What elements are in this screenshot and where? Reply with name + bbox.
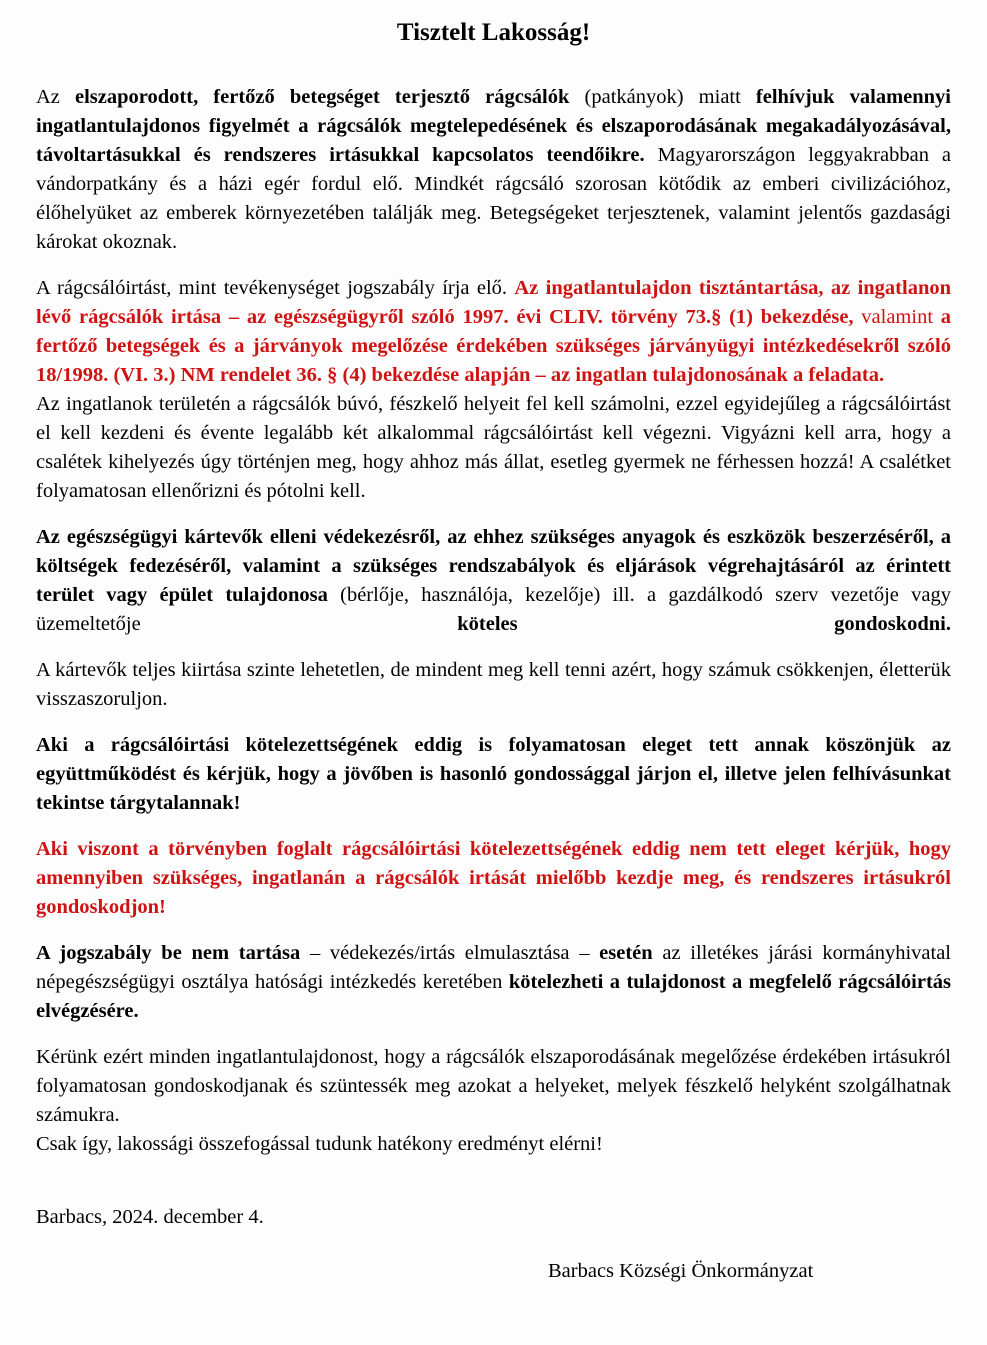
text-run-bold: felhívjuk valamennyi ingatlantulajdonos figyelmét a rágcsálók megtelepedésének és elszaporodásának megakadályozásával, távoltartásukkal és rendszeres irtásukkal kapcsolatos teendőikre. (36, 86, 951, 166)
signature-line: Barbacs Községi Önkormányzat (548, 1260, 814, 1282)
paragraph-responsibility (36, 523, 951, 639)
text-run-normal: Magyarországon leggyakrabban a vándorpatkány és a házi egér fordul elő. Mindkét rágcsáló szorosan kötődik az emberi civilizációhoz, élőhelyüket az emberek környezetében találják meg. Betegségeket terjesztenek, valamint jelentős gazdasági károkat okoznak. (36, 144, 951, 253)
text-run-bold: köteles gondoskodni. (457, 613, 951, 635)
text-run-normal: (bérlője, használója, kezelője) ill. a gazdálkodó szerv vezetője vagy üzemeltetője (36, 584, 951, 635)
text-run-normal: A kártevők teljes kiirtása szinte lehetetlen, de mindent meg kell tenni azért, hogy számuk csökkenjen, életterük visszaszoruljon. (36, 659, 951, 710)
text-run-normal: A rágcsálóirtást, mint tevékenységet jogszabály írja elő. (36, 277, 515, 299)
text-run-bold: kötelezheti a tulajdonost a megfelelő rágcsálóirtás elvégzésére. (36, 971, 951, 1022)
paragraph-legal-basis (36, 274, 951, 506)
text-run-bold: Aki a rágcsálóirtási kötelezettségének eddig is folyamatosan eleget tett annak köszönjük az együttműködést és kérjük, hogy a jövőben is hasonló gondossággal járjon el, illetve jelen felhívásunkat tekintse tárgytalannak! (36, 734, 951, 814)
paragraph-closing-request (36, 1043, 951, 1159)
text-run-red-bold: a fertőző betegségek és a járványok megelőzése érdekében szükséges járványügyi intézkedésekről szóló 18/1998. (VI. 3.) NM rendelet 36. § (4) bekezdése alapján – az ingatlan tulajdonosának a feladata. (36, 306, 951, 386)
text-run-red-bold: Az ingatlantulajdon tisztántartása, az ingatlanon lévő rágcsálók irtása – az egészségügyről szóló 1997. évi CLIV. törvény 73.§ (1) bekezdése, (36, 277, 951, 328)
text-run-normal: (patkányok) miatt (569, 86, 756, 108)
text-run-normal: az illetékes járási kormányhivatal népegészségügyi osztálya hatósági intézkedés keretében (36, 942, 951, 993)
text-run-red: valamint (861, 306, 941, 328)
text-run-normal: Az ingatlanok területén a rágcsálók búvó, fészkelő helyeit fel kell számolni, ezzel egyidejűleg a rágcsálóirtást el kell kezdeni és évente legalább két alkalommal rágcsálóirtást kell végezni. Vigyázni kell arra, hogy a csalétek kihelyezés úgy történjen meg, hogy ahhoz más állat, esetleg gyermek ne férhessen hozzá! A csalétket folyamatosan ellenőrizni és pótolni kell. (36, 393, 951, 502)
text-run-normal: – védekezés/irtás elmulasztása – (300, 942, 600, 964)
paragraph-consequence (36, 939, 951, 1026)
text-run-bold: Az egészségügyi kártevők elleni védekezésről, az ehhez szükséges anyagok és eszközök beszerzéséről, a költségek fedezéséről, valamint a szükséges rendszabályok és eljárások végrehajtásáról az érintett terület vagy épület tulajdonosa (36, 526, 951, 606)
text-run-bold: esetén (599, 942, 653, 964)
paragraph-thanks (36, 731, 951, 818)
text-run-normal: Az (36, 86, 76, 108)
paragraph-intro (36, 83, 951, 257)
date-line: Barbacs, 2024. december 4. (36, 1206, 264, 1228)
text-run-bold: A jogszabály be nem tartása (36, 942, 301, 964)
page-title: Tisztelt Lakosság! (396, 19, 591, 46)
paragraphs-container (36, 83, 951, 1159)
text-run-red-bold: Aki viszont a törvényben foglalt rágcsálóirtási kötelezettségének eddig nem tett eleget kérjük, hogy amennyiben szükséges, ingatlanán a rágcsálók irtását mielőbb kezdje meg, és rendszeres irtásukról gondoskodjon! (36, 838, 951, 918)
paragraph-warning (36, 835, 951, 922)
paragraph-eradication-note (36, 656, 951, 714)
text-run-bold: elszaporodott, fertőző betegséget terjesztő rágcsálók (75, 86, 570, 108)
text-run-normal: Csak így, lakossági összefogással tudunk hatékony eredményt elérni! (36, 1133, 603, 1155)
text-run-normal: Kérünk ezért minden ingatlantulajdonost, hogy a rágcsálók elszaporodásának megelőzése érdekében irtásukról folyamatosan gondoskodjanak és szüntessék meg azokat a helyeket, melyek fészkelő helyként szolgálhatnak számukra. (36, 1046, 951, 1126)
